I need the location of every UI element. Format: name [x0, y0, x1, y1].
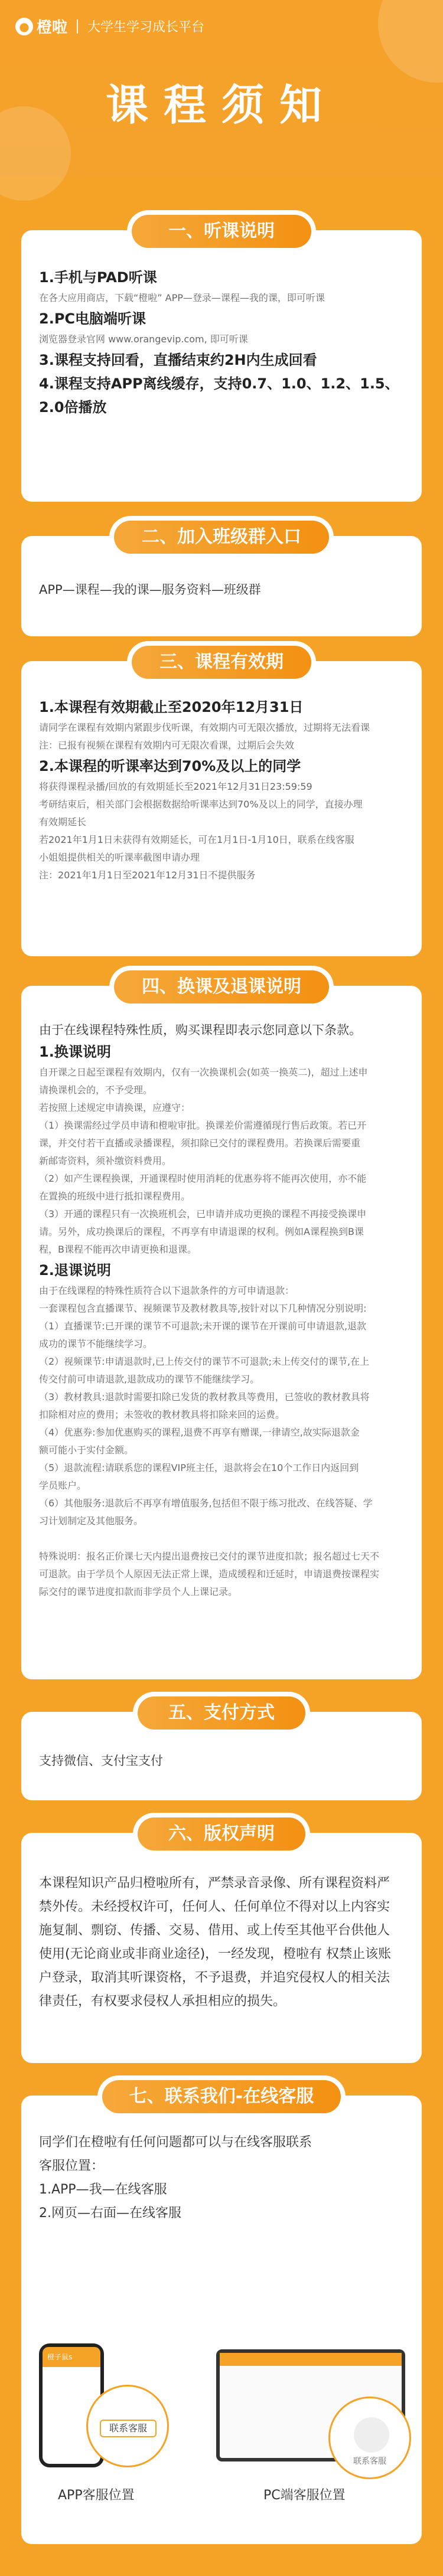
- section-line: 客服位置：: [39, 2159, 105, 2173]
- pc-contact-zoom: [328, 2397, 411, 2479]
- section-line: 考研结束后，相关部门会根据数据给听课率达到70%及以上的同学，直接办理: [39, 799, 363, 810]
- section-line: 2.本课程的听课率达到70%及以上的同学: [39, 758, 301, 774]
- section-title: 二、加入班级群入口: [114, 521, 329, 554]
- section-line: （4）优惠券:参加优惠购买的课程,退费不再享有赠课,一律请空,故实际退款金: [39, 1427, 360, 1438]
- section-line: 请换课机会的，不予受理。: [39, 1084, 153, 1096]
- section-body: [39, 1751, 408, 1771]
- section-body: [39, 695, 408, 884]
- section-line: （1）直播课节:已开课的课节不可退款;未开课的课节在开课前可申请退款,退款: [39, 1320, 367, 1332]
- divider: [77, 19, 78, 34]
- section-body: [39, 580, 408, 600]
- section-card: [21, 527, 422, 636]
- pc-contact-label[interactable]: 联系客服: [353, 2457, 386, 2466]
- section-line: APP—课程—我的课—服务资料—班级群: [39, 583, 261, 597]
- section-title: 一、听课说明: [132, 215, 311, 248]
- section-line: 同学们在橙啦有任何问题都可以与在线客服联系: [39, 2135, 312, 2150]
- section-line: 浏览器登录官网 www.orangevip.com, 即可听课: [39, 334, 248, 345]
- page-title: 课程须知: [105, 80, 337, 130]
- section-line: 律责任，有权要求侵权人承担相应的损失。: [39, 1994, 286, 2009]
- section-card: [21, 221, 422, 502]
- section-line: 若按照上述规定申请换课，应遵守：: [39, 1102, 191, 1113]
- section-card: [21, 652, 422, 956]
- section-line: [39, 1530, 408, 1548]
- section-line: （1）换课需经过学员申请和橙啦审批。换课差价需遵循现行售后政策。若已开: [39, 1120, 367, 1131]
- section-line: 本课程知识产品归橙啦所有，严禁录音录像、所有课程资料严: [39, 1876, 390, 1891]
- section-line: 1.换课说明: [39, 1044, 111, 1060]
- section-line: 新邮寄资料，须补缴资料费用。: [39, 1155, 172, 1166]
- decor-circle: [378, 0, 443, 83]
- section-line: 可退款。由于学员个人原因无法正常上课，造成缓程和迁延时，申请退费按课程实: [39, 1568, 380, 1580]
- section-body: [39, 1020, 408, 1601]
- section-line: （2）视频课节:申请退款时,已上传交付的课节不可退款;未上传交付的课节,在上: [39, 1356, 370, 1367]
- section-line: 课，并交付若干直播或录播课程，须扣除已交付的课程费用。若换课后需要重: [39, 1137, 361, 1149]
- section-line: 4.课程支持APP离线缓存，支持0.7、1.0、1.2、1.5、2.0倍播放: [39, 375, 399, 416]
- section-line: 1.手机与PAD听课: [39, 269, 157, 286]
- section-pill: [109, 966, 334, 1008]
- section-line: 由于在线课程特殊性质，购买课程即表示您同意以下条款。: [39, 1023, 361, 1037]
- section-line: 传交付前可申请退款,退款成功的课节不能继续学习。: [39, 1374, 260, 1385]
- section-title: 六、版权声明: [138, 1817, 305, 1851]
- section-card: [21, 1823, 422, 2063]
- section-line: 1.本课程有效期截止至2020年12月31日: [39, 699, 304, 715]
- orange-logo-icon: ●: [15, 18, 33, 35]
- section-line: 1.APP—我—在线客服: [39, 2182, 167, 2197]
- section-line: 使用(无论商业或非商业途径)，一经发现，橙啦有 权禁止该账: [39, 1947, 392, 1962]
- section-line: （3）教材教具:退款时需要扣除已发货的教材教具等费用，已签收的教材教具将: [39, 1391, 370, 1403]
- section-line: （2）如产生课程换课，开通课程时使用消耗的优惠券将不能再次使用，亦不能: [39, 1173, 367, 1184]
- section-card: [21, 976, 422, 1679]
- section-line: 程，B课程不能再次申请更换和退课。: [39, 1244, 197, 1255]
- section-line: 若2021年1月1日未获得有效期延长，可在1月1日-1月10日，联系在线客服: [39, 834, 354, 845]
- contact-service-button[interactable]: 联系客服: [100, 2420, 157, 2437]
- slogan: 大学生学习成长平台: [87, 20, 205, 35]
- section-line: 成功的课节不能继续学习。: [39, 1338, 153, 1349]
- section-pill: [133, 1813, 310, 1855]
- section-line: 请。另外，成功换课后的课程，不再享有申请退课的权利。例如A课程换到B课: [39, 1226, 364, 1237]
- section-line: 禁外传。未经授权许可，任何人、任何单位不得对以上内容实: [39, 1900, 390, 1914]
- section-line: 学员账户。: [39, 1480, 87, 1491]
- section-title: 五、支付方式: [138, 1696, 305, 1730]
- section-title: 四、换课及退课说明: [114, 970, 329, 1003]
- section-line: 注：已报有视频在课程有效期内可无限次看课，过期后会失效: [39, 740, 295, 751]
- section-pill: [127, 641, 316, 684]
- section-line: 自开课之日起至课程有效期内，仅有一次换课机会(如英一换英二)，超过上述申: [39, 1067, 368, 1078]
- phone-app-name: 橙子鼠s: [43, 2347, 100, 2367]
- section-body: [39, 266, 408, 419]
- logo-text: 橙啦: [37, 19, 68, 37]
- section-line: 户登录，取消其听课资格，不予退费，并追究侵权人的相关法: [39, 1970, 390, 1985]
- section-line: 注：2021年1月1日至2021年12月31日不提供服务: [39, 869, 256, 881]
- section-line: 2.PC电脑端听课: [39, 310, 146, 327]
- section-title: 七、联系我们-在线客服: [102, 2080, 341, 2113]
- section-pill: [127, 210, 316, 253]
- section-body: [39, 1872, 408, 2013]
- section-line: 特殊说明：报名正价课七天内提出退费按已交付的课节进度扣款；报名超过七天不: [39, 1551, 380, 1562]
- section-line: 一套课程包含直播课节、视频课节及教材教具等,按针对以下几种情况分别说明:: [39, 1303, 367, 1314]
- section-card: [21, 1702, 422, 1800]
- pc-caption: PC端客服位置: [263, 2488, 346, 2503]
- section-line: 在各大应用商店，下载“橙啦” APP—登录—课程—我的课，即可听课: [39, 292, 325, 303]
- section-line: 扣除相对应的费用；未签收的教材教具将扣除来回的运费。: [39, 1409, 285, 1420]
- section-pill: [133, 1692, 310, 1734]
- section-line: 有效期延长: [39, 816, 87, 828]
- headset-icon: [354, 2417, 389, 2453]
- section-line: 由于在线课程的特殊性质符合以下退款条件的方可申请退款：: [39, 1285, 295, 1296]
- section-line: 在置换的班级中进行抵扣课程费用。: [39, 1191, 191, 1202]
- section-line: 将获得课程录播/回放的有效期延长至2021年12月31日23:59:59: [39, 781, 312, 792]
- section-line: 支持微信、支付宝支付: [39, 1754, 163, 1768]
- pc-topbar: [220, 2353, 402, 2366]
- logo: [15, 15, 204, 37]
- section-card: [21, 2086, 422, 2544]
- section-title: 三、课程有效期: [132, 646, 311, 679]
- section-line: 额可能小于实付金额。: [39, 1444, 134, 1456]
- section-line: 2.退课说明: [39, 1262, 111, 1279]
- section-body: [39, 2131, 408, 2225]
- section-line: 施复制、剽窃、传播、交易、借用、或上传至其他平台供他人: [39, 1923, 390, 1938]
- section-line: 3.课程支持回看，直播结束约2H内生成回看: [39, 352, 317, 368]
- section-line: （3）开通的课程只有一次换班机会，已申请并成功更换的课程不再接受换课申: [39, 1208, 367, 1220]
- section-line: 际交付的课节进度扣款而非学员个人上课记录。: [39, 1586, 238, 1597]
- section-line: 请同学在课程有效期内紧跟步伐听课，有效期内可无限次播放，过期将无法看课: [39, 722, 370, 733]
- section-line: （6）其他服务:退款后不再享有增值服务,包括但不限于练习批改、在线答疑、学: [39, 1498, 373, 1509]
- section-line: 小姐姐提供相关的听课率截图申请办理: [39, 852, 200, 863]
- section-pill: [109, 516, 334, 558]
- app-contact-zoom: [86, 2385, 169, 2467]
- contact-illustrations: [21, 2338, 422, 2503]
- section-pill: [97, 2075, 346, 2118]
- section-line: 2.网页—右面—在线客服: [39, 2206, 181, 2221]
- app-caption: APP客服位置: [58, 2488, 135, 2503]
- section-line: 习计划制定及其他服务。: [39, 1515, 144, 1526]
- section-line: （5）退款流程:请联系您的课程VIP班主任，退款将会在10个工作日内返回到: [39, 1462, 359, 1473]
- page-header: [0, 0, 443, 177]
